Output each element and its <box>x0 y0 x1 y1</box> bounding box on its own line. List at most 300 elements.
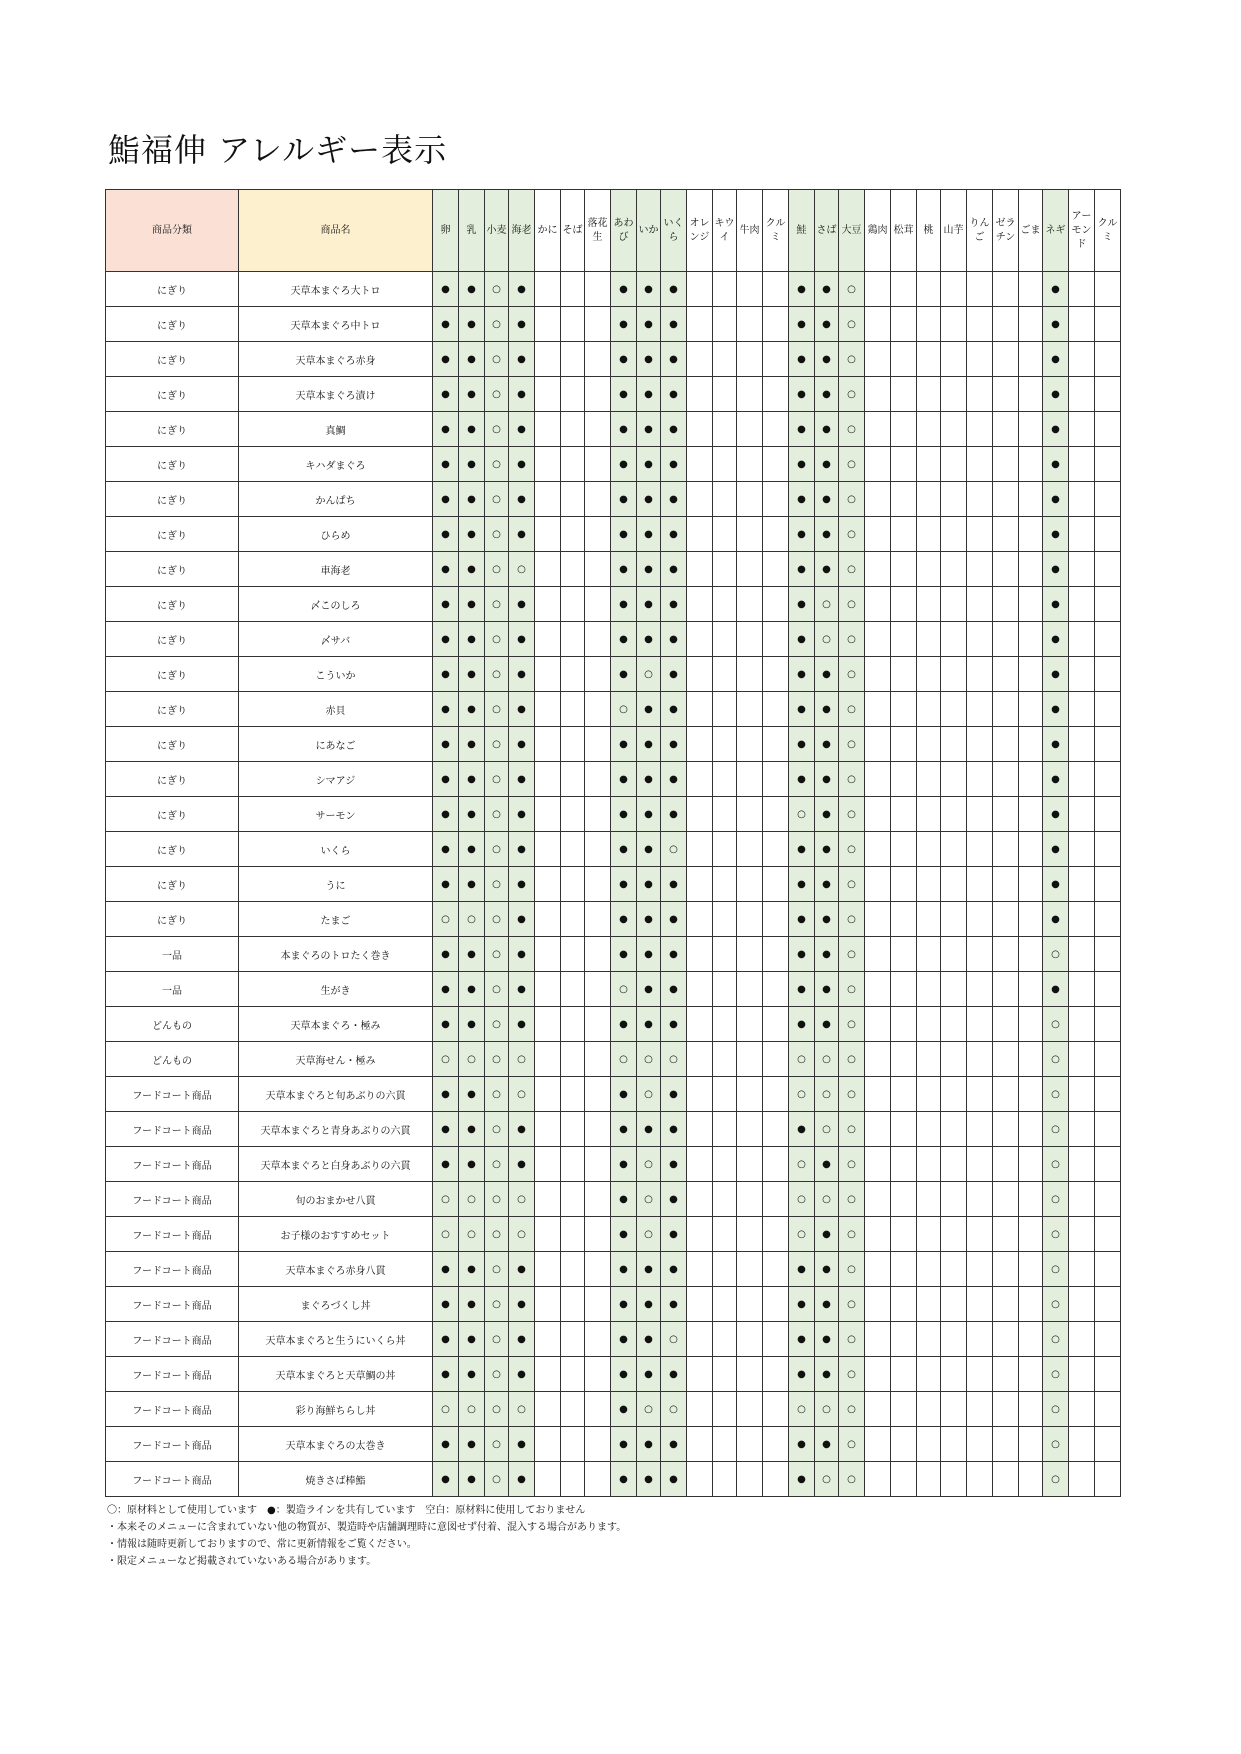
allergen-mark-cell <box>687 972 713 1007</box>
product-name-cell: にあなご <box>239 727 433 762</box>
allergen-mark-cell: ● <box>459 482 485 517</box>
category-cell: フードコート商品 <box>106 1147 239 1182</box>
category-cell: フードコート商品 <box>106 1217 239 1252</box>
allergen-mark-cell <box>561 1042 585 1077</box>
allergen-mark-cell: ● <box>433 762 459 797</box>
product-name-cell: たまご <box>239 902 433 937</box>
product-name-cell: 天草本まぐろ漬け <box>239 377 433 412</box>
allergen-mark-cell <box>1069 832 1095 867</box>
allergen-mark-cell: ● <box>611 482 637 517</box>
allergen-mark-cell <box>1019 622 1043 657</box>
allergen-mark-cell: ● <box>433 1112 459 1147</box>
allergen-mark-cell <box>917 1077 941 1112</box>
allergen-mark-cell <box>535 1252 561 1287</box>
allergen-mark-cell: ○ <box>1043 1427 1069 1462</box>
allergen-mark-cell <box>535 692 561 727</box>
allergen-mark-cell: ● <box>637 937 661 972</box>
allergen-mark-cell: ● <box>661 1462 687 1497</box>
allergen-mark-cell <box>993 517 1019 552</box>
allergen-mark-cell <box>917 482 941 517</box>
allergen-mark-cell: ● <box>433 342 459 377</box>
allergen-mark-cell <box>941 412 967 447</box>
allergen-mark-cell <box>967 1077 993 1112</box>
allergen-mark-cell: ● <box>637 797 661 832</box>
allergen-mark-cell <box>763 447 789 482</box>
category-cell: どんもの <box>106 1007 239 1042</box>
allergen-mark-cell: ○ <box>485 1462 509 1497</box>
product-name-cell: こういか <box>239 657 433 692</box>
allergen-mark-cell: ○ <box>789 1217 815 1252</box>
note-line: ・情報は随時更新しておりますので、常に更新情報をご覧ください。 <box>107 1539 417 1550</box>
allergen-mark-cell <box>891 1077 917 1112</box>
table-row <box>106 867 1121 902</box>
header-allergen: かに <box>535 190 561 272</box>
allergen-mark-cell <box>535 412 561 447</box>
header-allergen: あわび <box>611 190 637 272</box>
allergen-mark-cell <box>1095 727 1121 762</box>
allergen-mark-cell <box>763 342 789 377</box>
allergen-mark-cell <box>865 1217 891 1252</box>
allergen-mark-cell <box>967 1357 993 1392</box>
allergen-mark-cell: ○ <box>839 307 865 342</box>
allergen-mark-cell <box>1019 552 1043 587</box>
category-cell: にぎり <box>106 797 239 832</box>
allergen-mark-cell <box>1069 1462 1095 1497</box>
allergen-mark-cell: ● <box>637 412 661 447</box>
allergen-mark-cell <box>967 342 993 377</box>
allergen-mark-cell <box>585 1427 611 1462</box>
allergen-mark-cell: ● <box>637 342 661 377</box>
allergen-mark-cell <box>941 1252 967 1287</box>
category-cell: にぎり <box>106 587 239 622</box>
allergen-mark-cell <box>993 1287 1019 1322</box>
allergen-mark-cell: ○ <box>485 1182 509 1217</box>
allergen-mark-cell: ● <box>661 1112 687 1147</box>
allergen-mark-cell <box>713 412 737 447</box>
allergen-mark-cell <box>917 1112 941 1147</box>
allergen-mark-cell <box>1069 377 1095 412</box>
allergen-mark-cell <box>737 1112 763 1147</box>
allergen-mark-cell <box>993 762 1019 797</box>
allergen-mark-cell <box>713 867 737 902</box>
allergen-mark-cell: ● <box>789 447 815 482</box>
allergen-mark-cell: ● <box>1043 307 1069 342</box>
allergen-mark-cell: ● <box>789 832 815 867</box>
allergen-mark-cell: ● <box>637 727 661 762</box>
allergen-mark-cell <box>1069 587 1095 622</box>
allergen-mark-cell <box>535 657 561 692</box>
header-allergen: いくら <box>661 190 687 272</box>
allergen-mark-cell <box>561 972 585 1007</box>
allergen-mark-cell: ● <box>459 1322 485 1357</box>
allergen-mark-cell: ● <box>789 552 815 587</box>
allergen-mark-cell <box>891 1357 917 1392</box>
allergen-mark-cell: ● <box>789 342 815 377</box>
allergen-mark-cell: ● <box>459 342 485 377</box>
allergen-mark-cell <box>1019 1462 1043 1497</box>
allergen-mark-cell: ○ <box>839 482 865 517</box>
allergen-mark-cell: ○ <box>1043 1007 1069 1042</box>
allergen-mark-cell: ○ <box>839 1357 865 1392</box>
allergen-mark-cell <box>1019 832 1043 867</box>
allergen-mark-cell <box>585 762 611 797</box>
category-cell: フードコート商品 <box>106 1182 239 1217</box>
allergen-mark-cell <box>585 587 611 622</box>
allergen-mark-cell <box>535 797 561 832</box>
allergen-mark-cell: ● <box>661 972 687 1007</box>
allergen-mark-cell: ○ <box>485 1287 509 1322</box>
allergen-mark-cell <box>561 622 585 657</box>
allergen-mark-cell: ○ <box>509 1077 535 1112</box>
allergen-mark-cell: ○ <box>839 587 865 622</box>
allergen-mark-cell: ○ <box>485 482 509 517</box>
table-row <box>106 1322 1121 1357</box>
allergen-mark-cell: ● <box>1043 902 1069 937</box>
allergen-mark-cell <box>891 1182 917 1217</box>
allergen-mark-cell <box>713 727 737 762</box>
allergen-mark-cell <box>1069 867 1095 902</box>
allergen-mark-cell: ○ <box>839 1427 865 1462</box>
table-row <box>106 377 1121 412</box>
category-cell: フードコート商品 <box>106 1077 239 1112</box>
allergen-mark-cell <box>687 307 713 342</box>
allergen-mark-cell: ● <box>815 937 839 972</box>
header-allergen: キウイ <box>713 190 737 272</box>
allergen-mark-cell <box>535 1357 561 1392</box>
allergen-mark-cell: ● <box>611 1392 637 1427</box>
allergen-mark-cell: ● <box>611 1217 637 1252</box>
allergen-mark-cell: ● <box>509 622 535 657</box>
allergen-mark-cell <box>993 412 1019 447</box>
allergen-mark-cell <box>713 1287 737 1322</box>
allergen-mark-cell <box>917 1147 941 1182</box>
allergen-mark-cell: ● <box>509 1252 535 1287</box>
allergen-mark-cell <box>891 307 917 342</box>
allergen-mark-cell <box>941 552 967 587</box>
allergen-mark-cell <box>561 832 585 867</box>
allergen-mark-cell: ○ <box>815 1112 839 1147</box>
allergen-mark-cell: ● <box>433 1322 459 1357</box>
allergen-mark-cell <box>737 622 763 657</box>
allergen-mark-cell <box>763 1392 789 1427</box>
allergen-mark-cell <box>687 1287 713 1322</box>
allergen-mark-cell <box>891 1112 917 1147</box>
allergen-mark-cell <box>561 1357 585 1392</box>
allergen-mark-cell: ● <box>815 972 839 1007</box>
allergen-mark-cell <box>763 867 789 902</box>
allergen-mark-cell: ● <box>661 482 687 517</box>
allergen-mark-cell <box>993 1427 1019 1462</box>
header-allergen: 山芋 <box>941 190 967 272</box>
allergen-mark-cell <box>713 1042 737 1077</box>
allergen-mark-cell: ● <box>611 937 637 972</box>
allergen-mark-cell: ● <box>1043 762 1069 797</box>
allergen-mark-cell <box>1095 1077 1121 1112</box>
allergen-mark-cell: ● <box>459 1462 485 1497</box>
allergen-mark-cell: ○ <box>1043 1112 1069 1147</box>
allergen-mark-cell: ● <box>459 1357 485 1392</box>
allergen-mark-cell <box>535 307 561 342</box>
allergen-mark-cell: ● <box>661 377 687 412</box>
allergen-mark-cell <box>763 727 789 762</box>
allergen-mark-cell <box>891 1427 917 1462</box>
header-allergen: 卵 <box>433 190 459 272</box>
allergen-mark-cell <box>687 1462 713 1497</box>
allergen-mark-cell: ● <box>611 1287 637 1322</box>
category-cell: フードコート商品 <box>106 1427 239 1462</box>
product-name-cell: 焼きさば棒鮨 <box>239 1462 433 1497</box>
allergen-mark-cell <box>737 867 763 902</box>
allergen-mark-cell <box>865 1287 891 1322</box>
allergen-mark-cell <box>1019 1112 1043 1147</box>
allergen-mark-cell: ● <box>433 1147 459 1182</box>
allergen-mark-cell <box>865 342 891 377</box>
allergen-mark-cell <box>1095 1427 1121 1462</box>
allergen-mark-cell <box>1019 412 1043 447</box>
allergen-mark-cell <box>585 1462 611 1497</box>
table-row <box>106 1252 1121 1287</box>
allergen-mark-cell: ○ <box>509 1392 535 1427</box>
allergen-mark-cell <box>1069 972 1095 1007</box>
allergen-mark-cell <box>1019 727 1043 762</box>
product-name-cell: 天草本まぐろ赤身八貫 <box>239 1252 433 1287</box>
allergen-mark-cell <box>891 1042 917 1077</box>
allergen-mark-cell <box>561 727 585 762</box>
allergen-mark-cell: ● <box>459 937 485 972</box>
allergen-mark-cell <box>713 307 737 342</box>
allergen-mark-cell <box>561 1462 585 1497</box>
allergen-mark-cell <box>1069 1007 1095 1042</box>
allergen-mark-cell: ● <box>433 727 459 762</box>
allergen-mark-cell: ● <box>509 587 535 622</box>
allergen-mark-cell <box>687 797 713 832</box>
allergen-mark-cell <box>737 832 763 867</box>
product-name-cell: 赤貝 <box>239 692 433 727</box>
allergen-mark-cell <box>535 1392 561 1427</box>
allergen-mark-cell <box>993 1007 1019 1042</box>
allergen-mark-cell: ○ <box>485 517 509 552</box>
allergen-mark-cell <box>535 832 561 867</box>
allergen-mark-cell <box>891 867 917 902</box>
product-name-cell: かんぱち <box>239 482 433 517</box>
allergen-mark-cell <box>993 1042 1019 1077</box>
allergen-mark-cell: ● <box>637 972 661 1007</box>
allergen-table <box>105 189 1121 1497</box>
allergen-mark-cell <box>917 272 941 307</box>
allergen-mark-cell: ● <box>661 622 687 657</box>
allergen-mark-cell: ● <box>637 1322 661 1357</box>
allergen-mark-cell <box>917 1322 941 1357</box>
allergen-mark-cell: ● <box>509 1427 535 1462</box>
allergen-mark-cell <box>993 1252 1019 1287</box>
allergen-mark-cell <box>941 832 967 867</box>
allergen-mark-cell <box>737 1427 763 1462</box>
header-allergen: 牛肉 <box>737 190 763 272</box>
table-row <box>106 1427 1121 1462</box>
allergen-mark-cell: ● <box>1043 587 1069 622</box>
allergen-mark-cell <box>561 902 585 937</box>
allergen-mark-cell: ● <box>611 1322 637 1357</box>
allergen-mark-cell: ● <box>661 1217 687 1252</box>
allergen-mark-cell: ● <box>611 552 637 587</box>
allergen-mark-cell <box>891 657 917 692</box>
allergen-mark-cell <box>763 832 789 867</box>
category-cell: にぎり <box>106 552 239 587</box>
allergen-mark-cell <box>1095 902 1121 937</box>
allergen-mark-cell <box>585 1287 611 1322</box>
allergen-mark-cell <box>1095 622 1121 657</box>
allergen-mark-cell <box>763 1182 789 1217</box>
allergen-mark-cell <box>561 307 585 342</box>
allergen-mark-cell: ● <box>815 902 839 937</box>
allergen-mark-cell: ○ <box>459 1217 485 1252</box>
allergen-mark-cell: ○ <box>485 447 509 482</box>
allergen-mark-cell: ● <box>661 517 687 552</box>
allergen-mark-cell: ● <box>661 762 687 797</box>
table-row <box>106 1147 1121 1182</box>
category-cell: にぎり <box>106 412 239 447</box>
allergen-mark-cell <box>737 587 763 622</box>
allergen-mark-cell <box>1019 377 1043 412</box>
allergen-mark-cell: ○ <box>1043 1287 1069 1322</box>
header-allergen: 海老 <box>509 190 535 272</box>
allergen-mark-cell <box>891 727 917 762</box>
allergen-mark-cell: ● <box>815 692 839 727</box>
allergen-mark-cell: ○ <box>459 1042 485 1077</box>
allergen-mark-cell <box>1069 1252 1095 1287</box>
allergen-mark-cell <box>1019 762 1043 797</box>
allergen-mark-cell <box>687 832 713 867</box>
allergen-mark-cell <box>585 657 611 692</box>
allergen-mark-cell <box>535 517 561 552</box>
allergen-mark-cell: ● <box>815 377 839 412</box>
allergen-mark-cell: ○ <box>485 1217 509 1252</box>
allergen-mark-cell <box>763 1252 789 1287</box>
allergen-mark-cell: ● <box>611 517 637 552</box>
table-row <box>106 1042 1121 1077</box>
allergen-mark-cell: ● <box>789 622 815 657</box>
allergen-mark-cell: ● <box>637 1112 661 1147</box>
allergen-mark-cell: ● <box>509 727 535 762</box>
allergen-mark-cell <box>585 1357 611 1392</box>
allergen-mark-cell: ○ <box>485 1042 509 1077</box>
allergen-mark-cell <box>737 902 763 937</box>
header-allergen: 鶏肉 <box>865 190 891 272</box>
allergen-mark-cell: ○ <box>661 1042 687 1077</box>
allergen-mark-cell: ● <box>433 272 459 307</box>
allergen-mark-cell: ○ <box>485 1077 509 1112</box>
allergen-mark-cell <box>917 1007 941 1042</box>
allergen-mark-cell <box>993 1357 1019 1392</box>
allergen-mark-cell <box>967 1182 993 1217</box>
allergen-mark-cell: ● <box>611 797 637 832</box>
allergen-mark-cell: ● <box>637 1007 661 1042</box>
allergen-mark-cell: ● <box>433 832 459 867</box>
allergen-mark-cell <box>967 832 993 867</box>
allergen-mark-cell <box>687 622 713 657</box>
allergen-mark-cell <box>763 272 789 307</box>
allergen-mark-cell: ● <box>459 762 485 797</box>
allergen-mark-cell: ● <box>611 1182 637 1217</box>
allergen-mark-cell <box>737 307 763 342</box>
allergen-mark-cell: ● <box>509 1007 535 1042</box>
allergen-mark-cell: ● <box>509 1112 535 1147</box>
allergen-mark-cell <box>891 1322 917 1357</box>
allergen-mark-cell <box>891 692 917 727</box>
category-cell: にぎり <box>106 622 239 657</box>
allergen-mark-cell: ● <box>611 1427 637 1462</box>
allergen-mark-cell <box>865 517 891 552</box>
allergen-mark-cell: ● <box>459 272 485 307</box>
allergen-mark-cell: ○ <box>1043 1217 1069 1252</box>
product-name-cell: 天草本まぐろと天草鯛の丼 <box>239 1357 433 1392</box>
allergen-mark-cell <box>967 1392 993 1427</box>
allergen-mark-cell <box>687 727 713 762</box>
allergen-mark-cell: ● <box>611 307 637 342</box>
header-allergen: りんご <box>967 190 993 272</box>
allergen-mark-cell: ○ <box>485 692 509 727</box>
allergen-mark-cell <box>687 1217 713 1252</box>
allergen-mark-cell <box>865 762 891 797</box>
allergen-mark-cell <box>967 1322 993 1357</box>
allergen-mark-cell: ○ <box>789 1077 815 1112</box>
allergen-mark-cell: ● <box>433 307 459 342</box>
allergen-mark-cell <box>967 1147 993 1182</box>
allergen-mark-cell <box>1095 1357 1121 1392</box>
product-name-cell: 天草本まぐろ・極み <box>239 1007 433 1042</box>
allergen-mark-cell: ○ <box>815 587 839 622</box>
allergen-mark-cell <box>585 1147 611 1182</box>
allergen-mark-cell: ● <box>611 1112 637 1147</box>
allergen-mark-cell: ● <box>815 1217 839 1252</box>
allergen-mark-cell <box>1095 552 1121 587</box>
allergen-mark-cell: ○ <box>839 1462 865 1497</box>
allergen-mark-cell <box>917 727 941 762</box>
allergen-mark-cell: ○ <box>789 1392 815 1427</box>
allergen-mark-cell <box>535 1147 561 1182</box>
allergen-mark-cell: ○ <box>637 1217 661 1252</box>
allergen-mark-cell: ● <box>433 412 459 447</box>
allergen-mark-cell: ● <box>815 1252 839 1287</box>
allergen-mark-cell: ○ <box>1043 1392 1069 1427</box>
allergen-mark-cell <box>865 937 891 972</box>
allergen-mark-cell <box>1095 1287 1121 1322</box>
allergen-mark-cell <box>967 377 993 412</box>
allergen-mark-cell <box>1019 1042 1043 1077</box>
allergen-mark-cell <box>737 1392 763 1427</box>
allergen-mark-cell: ● <box>459 692 485 727</box>
allergen-mark-cell: ● <box>1043 972 1069 1007</box>
allergen-mark-cell <box>993 482 1019 517</box>
allergen-mark-cell <box>535 587 561 622</box>
allergen-mark-cell <box>561 1182 585 1217</box>
allergen-mark-cell: ● <box>459 1007 485 1042</box>
allergen-mark-cell <box>967 587 993 622</box>
allergen-mark-cell <box>713 902 737 937</box>
allergen-mark-cell <box>1095 307 1121 342</box>
category-cell: フードコート商品 <box>106 1287 239 1322</box>
allergen-mark-cell <box>1019 657 1043 692</box>
allergen-mark-cell: ● <box>433 1287 459 1322</box>
product-name-cell: 車海老 <box>239 552 433 587</box>
allergen-mark-cell: ○ <box>839 1007 865 1042</box>
allergen-mark-cell <box>967 902 993 937</box>
allergen-mark-cell <box>1069 1322 1095 1357</box>
allergen-mark-cell <box>917 1357 941 1392</box>
allergen-mark-cell: ● <box>509 482 535 517</box>
allergen-mark-cell: ● <box>661 587 687 622</box>
allergen-mark-cell <box>917 1462 941 1497</box>
